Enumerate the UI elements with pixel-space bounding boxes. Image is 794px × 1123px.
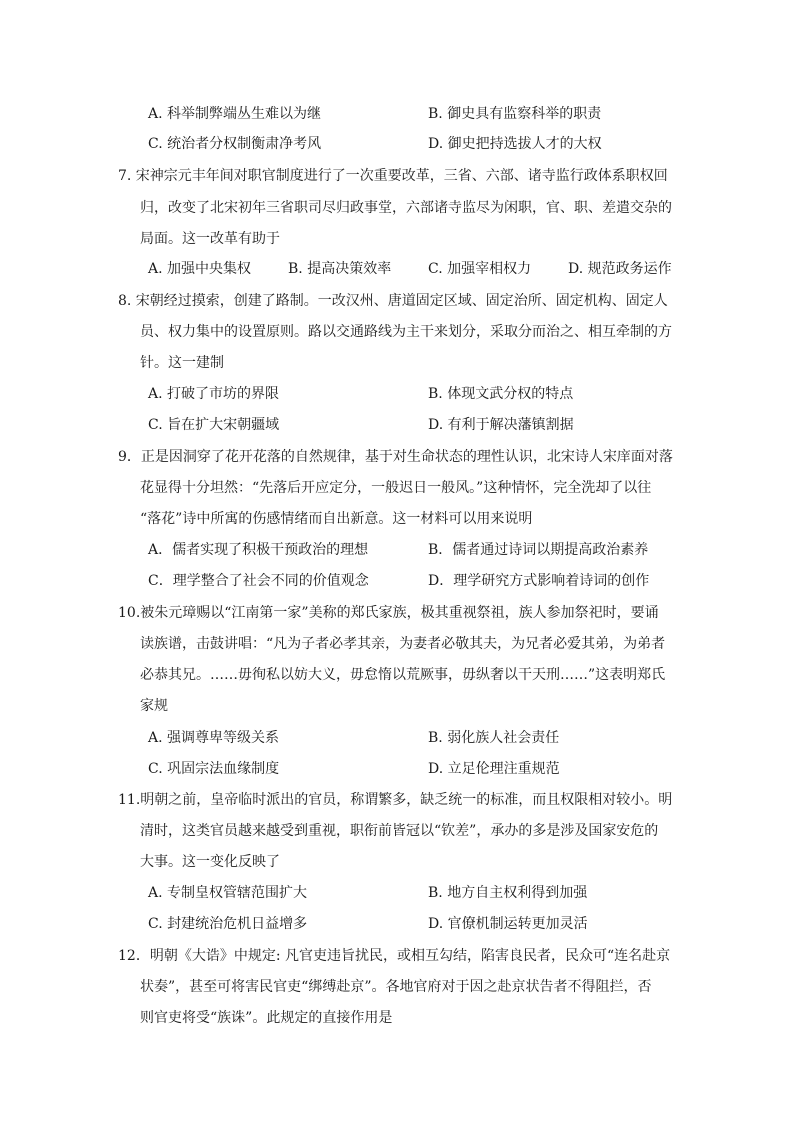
q11-stem-line-1: 11.明朝之前，皇帝临时派出的官员，称谓繁多，缺乏统一的标准，而且权限相对较小。明 xyxy=(118,792,673,808)
q9-stem-line-3: “落花”诗中所寓的伤感情绪而自出新意。这一材料可以用来说明 xyxy=(140,511,533,527)
q9-option-d: D．理学研究方式影响着诗词的创作 xyxy=(428,573,650,589)
q7-option-b: B. 提高决策效率 xyxy=(288,261,392,277)
q11-option-b: B. 地方自主权利得到加强 xyxy=(428,885,588,901)
q10-option-b: B. 弱化族人社会责任 xyxy=(428,730,560,746)
q6-option-c: C. 统治者分权制衡肃净考风 xyxy=(148,136,322,152)
q8-option-d: D. 有利于解决藩镇割据 xyxy=(428,417,574,433)
q12-stem-line-2: 状奏”，甚至可将害民官吏“绑缚赴京”。各地官府对于因之赴京状告者不得阻拦，否 xyxy=(140,979,652,995)
q9-option-a: A．儒者实现了积极干预政治的理想 xyxy=(148,542,369,558)
q9-option-b: B．儒者通过诗词以期提高政治素养 xyxy=(428,542,649,558)
q7-stem-line-2: 归，改变了北宋初年三省职司尽归政事堂，六部诸寺监尽为闲职，官、职、差遣交杂的 xyxy=(140,200,672,216)
q8-stem-line-2: 员、权力集中的设置原则。路以交通路线为主干来划分，采取分而治之、相互牵制的方 xyxy=(140,324,672,340)
q11-option-c: C. 封建统治危机日益增多 xyxy=(148,916,308,932)
q7-option-c: C. 加强宰相权力 xyxy=(428,261,532,277)
q10-option-d: D. 立足伦理注重规范 xyxy=(428,761,560,777)
q11-option-a: A. 专制皇权管辖范围扩大 xyxy=(148,885,308,901)
q11-option-d: D. 官僚机制运转更加灵活 xyxy=(428,916,588,932)
q7-option-a: A. 加强中央集权 xyxy=(148,261,252,277)
q10-stem-line-3: 必恭其兄。……毋徇私以妨大义，毋怠惰以荒厥事，毋纵奢以干天刑……”这表明郑氏 xyxy=(140,667,666,683)
q10-option-c: C. 巩固宗法血缘制度 xyxy=(148,761,280,777)
q8-option-c: C. 旨在扩大宋朝疆域 xyxy=(148,417,280,433)
q11-stem-line-2: 清时，这类官员越来越受到重视，职衔前皆冠以“钦差”，承办的多是涉及国家安危的 xyxy=(140,823,659,839)
q6-option-d: D. 御史把持选拔人才的大权 xyxy=(428,136,602,152)
q10-stem-line-2: 读族谱，击鼓讲唱：“凡为子者必孝其亲，为妻者必敬其夫，为兄者必爱其弟，为弟者 xyxy=(140,636,666,652)
q8-option-b: B. 体现文武分权的特点 xyxy=(428,386,574,402)
q10-option-a: A. 强调尊卑等级关系 xyxy=(148,730,280,746)
q6-option-b: B. 御史具有监察科举的职责 xyxy=(428,106,602,122)
q9-stem-line-2: 花显得十分坦然：“先落后开应定分，一般迟日一般风。”这种情怀，完全洗却了以往 xyxy=(140,480,652,496)
q8-stem-line-3: 针。这一建制 xyxy=(140,355,224,371)
q10-stem-line-4: 家规 xyxy=(140,698,168,714)
q9-stem-line-1: 9．正是因洞穿了花开花落的自然规律，基于对生命状态的理性认识，北宋诗人宋庠面对落 xyxy=(118,449,673,465)
q11-stem-line-3: 大事。这一变化反映了 xyxy=(140,854,280,870)
q8-stem-line-1: 8. 宋朝经过摸索，创建了路制。一改汉州、唐道固定区域、固定治所、固定机构、固定人 xyxy=(118,293,668,309)
q9-option-c: C．理学整合了社会不同的价值观念 xyxy=(148,573,369,589)
q10-stem-line-1: 10.被朱元璋赐以“江南第一家”美称的郑氏家族，极其重视祭祖，族人参加祭祀时，要诵 xyxy=(118,605,659,621)
q8-option-a: A. 打破了市坊的界限 xyxy=(148,386,280,402)
q7-stem-line-3: 局面。这一改革有助于 xyxy=(140,231,280,247)
q7-option-d: D. 规范政务运作 xyxy=(568,261,672,277)
q12-stem-line-1: 12．明朝《大诰》中规定: 凡官吏违旨扰民，或相互勾结，陷害良民者，民众可“连名赴京 xyxy=(118,948,671,964)
q7-stem-line-1: 7. 宋神宗元丰年间对职官制度进行了一次重要改革，三省、六部、诸寺监行政体系职权回 xyxy=(118,168,668,184)
q6-option-a: A. 科举制弊端丛生难以为继 xyxy=(148,106,322,122)
q12-stem-line-3: 则官吏将受“族诛”。此规定的直接作用是 xyxy=(140,1010,393,1026)
